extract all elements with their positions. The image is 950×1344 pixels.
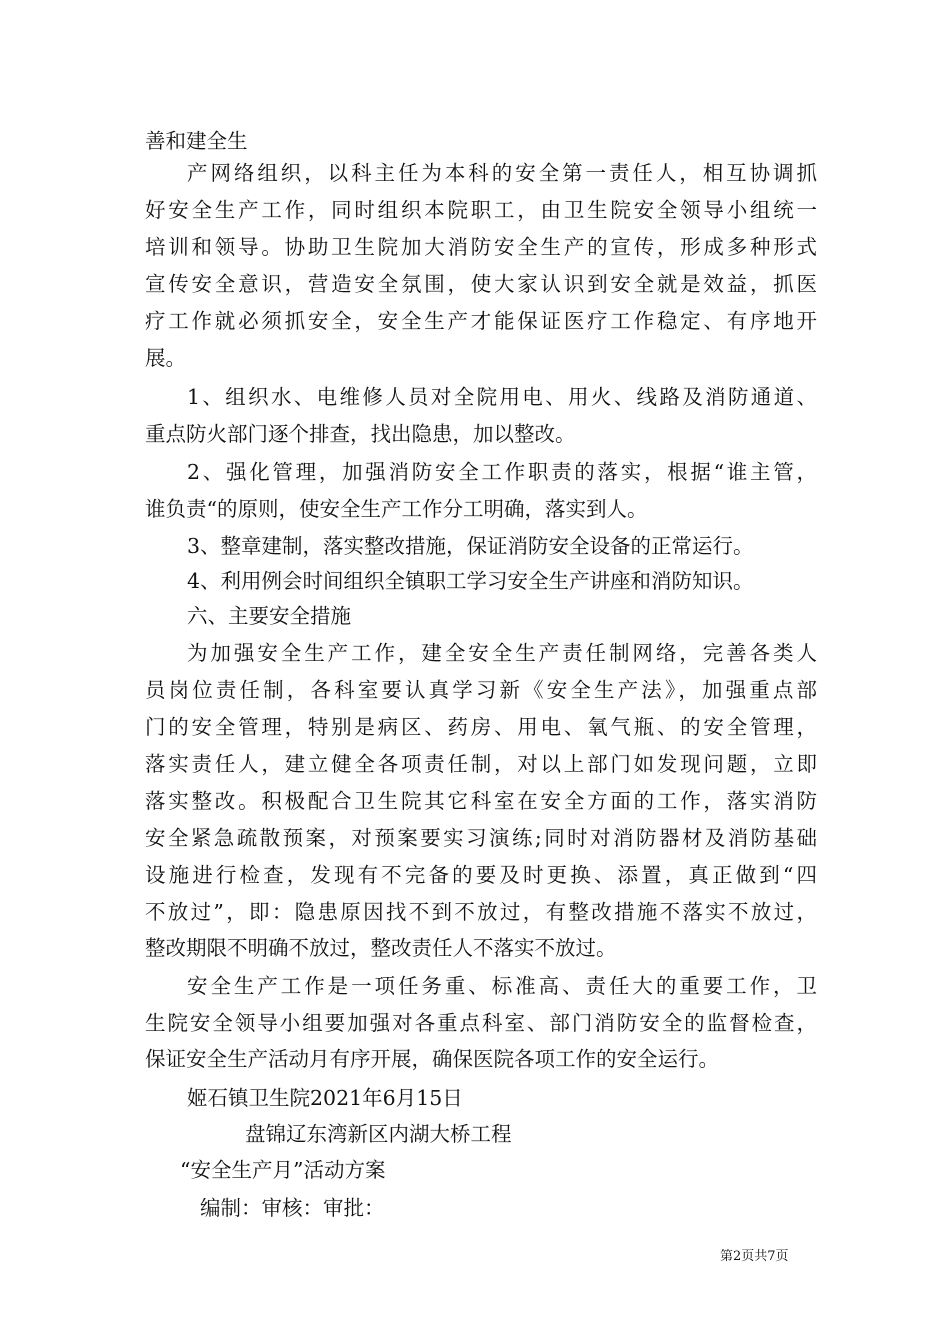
list-item-line: 1、组织水、电维修人员对全院用电、用火、线路及消防通道、 [187, 385, 817, 409]
paragraph-line: 落实责任人，建立健全各项责任制，对以上部门如发现问题，立即 [145, 752, 817, 776]
paragraph-line: 落实整改。积极配合卫生院其它科室在安全方面的工作，落实消防 [145, 789, 817, 813]
signature-date: 姬石镇卫生院2021年6月15日 [187, 1086, 463, 1110]
section-heading: 六、主要安全措施 [187, 604, 351, 628]
paragraph-line: 疗工作就必须抓安全，安全生产才能保证医疗工作稳定、有序地开 [145, 309, 817, 333]
list-item-line: 3、整章建制，落实整改措施，保证消防安全设备的正常运行。 [187, 534, 754, 558]
text-line: 善和建全生 [145, 129, 248, 153]
paragraph-line: 门的安全管理，特别是病区、药房、用电、氧气瓶、的安全管理， [145, 715, 817, 739]
paragraph-line: 不放过”，即：隐患原因找不到不放过，有整改措施不落实不放过， [145, 900, 817, 924]
list-item-line: 谁负责“的原则，使安全生产工作分工明确，落实到人。 [145, 497, 648, 521]
paragraph-line: 安全紧急疏散预案，对预案要实习演练;同时对消防器材及消防基础 [145, 826, 817, 850]
paragraph-line: 生院安全领导小组要加强对各重点科室、部门消防安全的监督检查， [145, 1011, 817, 1035]
paragraph-line: 宣传安全意识，营造安全氛围，使大家认识到安全就是效益，抓医 [145, 272, 817, 296]
paragraph-line: 设施进行检查，发现有不完备的要及时更换、添置，真正做到“四 [145, 863, 817, 887]
list-item-line: 4、利用例会时间组织全镇职工学习安全生产讲座和消防知识。 [187, 569, 754, 593]
plan-title: “安全生产月”活动方案 [180, 1158, 386, 1182]
paragraph-line: 员岗位责任制，各科室要认真学习新《安全生产法》，加强重点部 [145, 678, 817, 702]
page-number-footer: 第2页共7页 [720, 1249, 789, 1264]
paragraph-line: 培训和领导。协助卫生院加大消防安全生产的宣传，形成多种形式 [145, 235, 817, 259]
list-item-line: 重点防火部门逐个排查，找出隐患，加以整改。 [145, 422, 576, 446]
approval-line: 编制：审核：审批： [200, 1196, 385, 1220]
paragraph-line: 产网络组织，以科主任为本科的安全第一责任人，相互协调抓 [187, 161, 817, 185]
paragraph-line: 保证安全生产活动月有序开展，确保医院各项工作的安全运行。 [145, 1047, 719, 1071]
paragraph-line: 安全生产工作是一项任务重、标准高、责任大的重要工作，卫 [187, 974, 817, 998]
paragraph-line: 为加强安全生产工作，建全安全生产责任制网络，完善各类人 [187, 641, 817, 665]
project-title: 盘锦辽东湾新区内湖大桥工程 [245, 1122, 512, 1146]
paragraph-line: 展。 [145, 346, 186, 370]
paragraph-line: 整改期限不明确不放过，整改责任人不落实不放过。 [145, 936, 617, 960]
paragraph-line: 好安全生产工作，同时组织本院职工，由卫生院安全领导小组统一 [145, 198, 817, 222]
list-item-line: 2、强化管理，加强消防安全工作职责的落实，根据“谁主管， [187, 460, 817, 484]
